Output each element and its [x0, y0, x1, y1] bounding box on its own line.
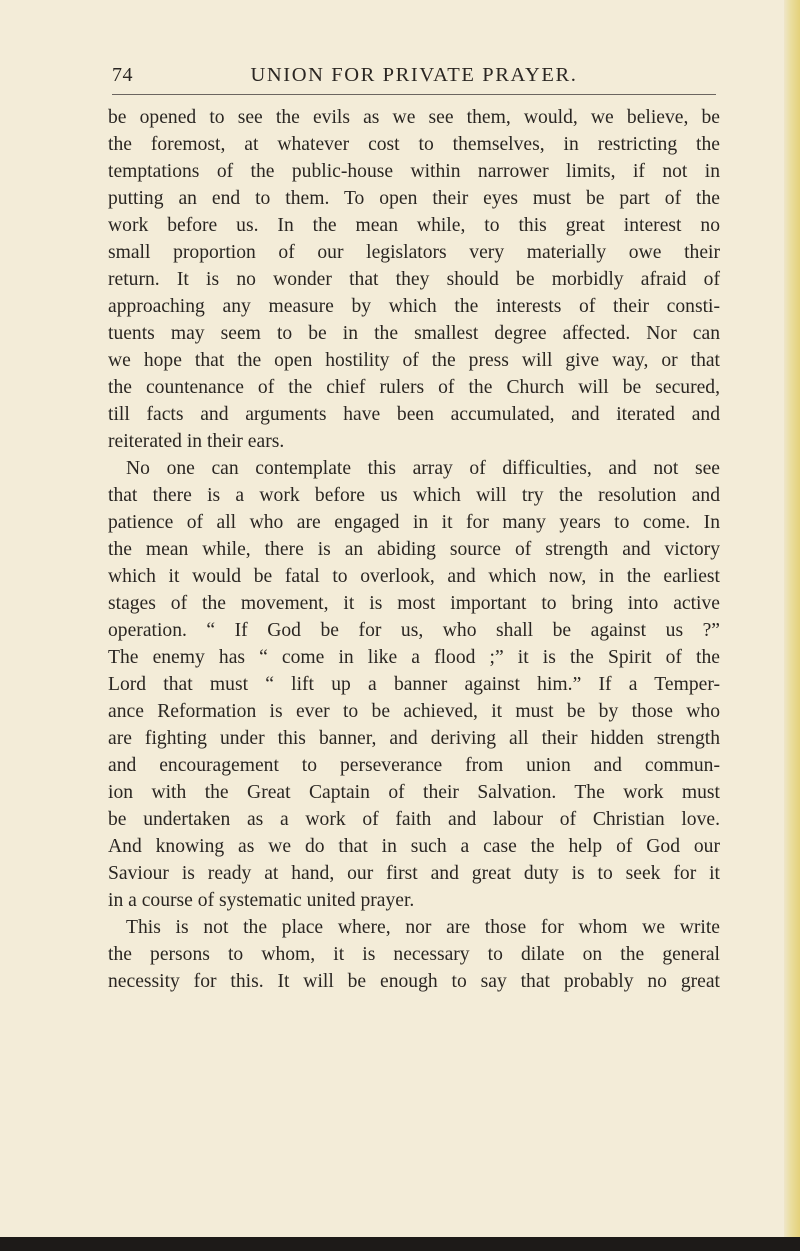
- text-line: the persons to whom, it is necessary to dilate on the general: [108, 944, 720, 965]
- text-line: till facts and arguments have been accumulated, and iterated and: [108, 404, 720, 425]
- text-line: return. It is no wonder that they should be morbidly afraid of: [108, 269, 720, 290]
- page-edge: [784, 0, 800, 1251]
- text-line: we hope that the open hostility of the press will give way, or that: [108, 350, 720, 371]
- text-line: work before us. In the mean while, to this great interest no: [108, 215, 720, 236]
- text-line: the foremost, at whatever cost to themselves, in restricting the: [108, 134, 720, 155]
- text-line: stages of the movement, it is most important to bring into active: [108, 593, 720, 614]
- body-text: [108, 104, 720, 995]
- text-line: which it would be fatal to overlook, and which now, in the earliest: [108, 566, 720, 587]
- page-bottom-border: [0, 1237, 800, 1251]
- text-line: operation. “ If God be for us, who shall be against us ?”: [108, 620, 720, 641]
- header-rule: [112, 94, 716, 95]
- text-line: are fighting under this banner, and deriving all their hidden strength: [108, 728, 720, 749]
- text-line: Saviour is ready at hand, our first and great duty is to seek for it: [108, 863, 720, 884]
- text-line: patience of all who are engaged in it for many years to come. In: [108, 512, 720, 533]
- text-line: The enemy has “ come in like a flood ;” it is the Spirit of the: [108, 647, 720, 668]
- text-line: the mean while, there is an abiding source of strength and victory: [108, 539, 720, 560]
- text-line: tuents may seem to be in the smallest degree affected. Nor can: [108, 323, 720, 344]
- text-line: that there is a work before us which will try the resolution and: [108, 485, 720, 506]
- text-line: And knowing as we do that in such a case the help of God our: [108, 836, 720, 857]
- running-head: UNION FOR PRIVATE PRAYER.: [250, 64, 578, 86]
- text-line: necessity for this. It will be enough to say that probably no great: [108, 971, 720, 992]
- paragraph-start-line: This is not the place where, nor are those for whom we write: [126, 917, 720, 938]
- text-line: the countenance of the chief rulers of the Church will be secured,: [108, 377, 720, 398]
- text-line: Lord that must “ lift up a banner against him.” If a Temper-: [108, 674, 720, 695]
- paragraph-start-line: No one can contemplate this array of difficulties, and not see: [126, 458, 720, 479]
- paragraph-end-line: in a course of systematic united prayer.: [108, 890, 415, 911]
- text-line: approaching any measure by which the interests of their consti-: [108, 296, 720, 317]
- text-line: be undertaken as a work of faith and labour of Christian love.: [108, 809, 720, 830]
- text-line: be opened to see the evils as we see them, would, we believe, be: [108, 107, 720, 128]
- text-line: and encouragement to perseverance from union and commun-: [108, 755, 720, 776]
- text-line: small proportion of our legislators very materially owe their: [108, 242, 720, 263]
- text-line: ion with the Great Captain of their Salvation. The work must: [108, 782, 720, 803]
- text-line: ance Reformation is ever to be achieved, it must be by those who: [108, 701, 720, 722]
- text-line: putting an end to them. To open their eyes must be part of the: [108, 188, 720, 209]
- page-number: 74: [112, 64, 133, 86]
- text-line: temptations of the public-house within narrower limits, if not in: [108, 161, 720, 182]
- page-header: [112, 63, 716, 97]
- paragraph-end-line: reiterated in their ears.: [108, 431, 285, 452]
